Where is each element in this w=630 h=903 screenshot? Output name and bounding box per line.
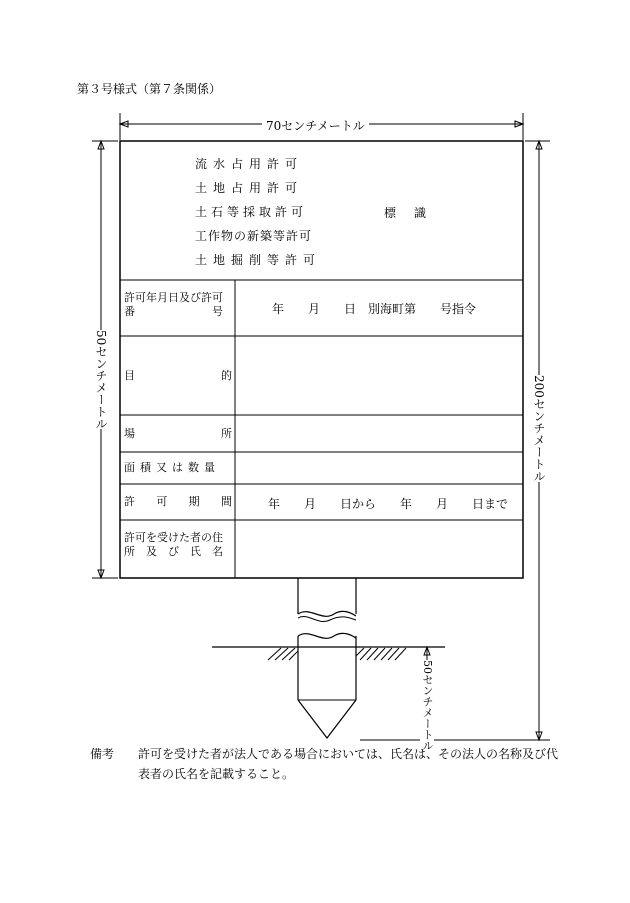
- remarks: [90, 744, 560, 784]
- width-dimension-label: 70センチメートル: [262, 117, 369, 134]
- remarks-heading: 備考: [90, 747, 115, 761]
- permit-type-item: 土地占用許可: [195, 181, 304, 195]
- row-label-location: 場 所: [124, 427, 232, 440]
- left-height-dimension-label: 50センチメートル: [94, 330, 108, 430]
- row-label-purpose: 目 的: [124, 369, 232, 382]
- row-label-permit-date-number: 許可年月日及び許可 番 号: [124, 291, 223, 318]
- form-title: 第３号様式（第７条関係）: [77, 82, 222, 96]
- permit-type-item: 土地掘削等許可: [195, 253, 322, 267]
- remarks-text: 許可を受けた者が法人である場合においては、氏名は、その法人の名称及び代表者の氏名を記載すること。: [138, 747, 559, 781]
- row-label-area-quantity: 面積又は数量: [124, 461, 220, 474]
- permit-type-item: 流水占用許可: [195, 157, 304, 171]
- row-label-permit-period: 許 可 期 間: [124, 495, 232, 508]
- right-height-dimension-label: 200センチメートル: [532, 375, 546, 482]
- permit-types-list: [195, 157, 321, 268]
- underground-dimension-label: 50センチメートル: [421, 660, 434, 751]
- row-value-permit-date-number: 年 月 日 別海町第 号指令: [272, 302, 477, 316]
- sign-label: 標識: [384, 206, 445, 220]
- row-label-permittee-address-name: 許可を受けた者の住 所 及 び 氏 名: [124, 531, 223, 558]
- permit-type-item: 工作物の新築等許可: [195, 229, 313, 243]
- row-value-permit-period: 年 月 日から 年 月 日まで: [268, 497, 509, 511]
- permit-type-item: 土石等採取許可: [195, 205, 308, 219]
